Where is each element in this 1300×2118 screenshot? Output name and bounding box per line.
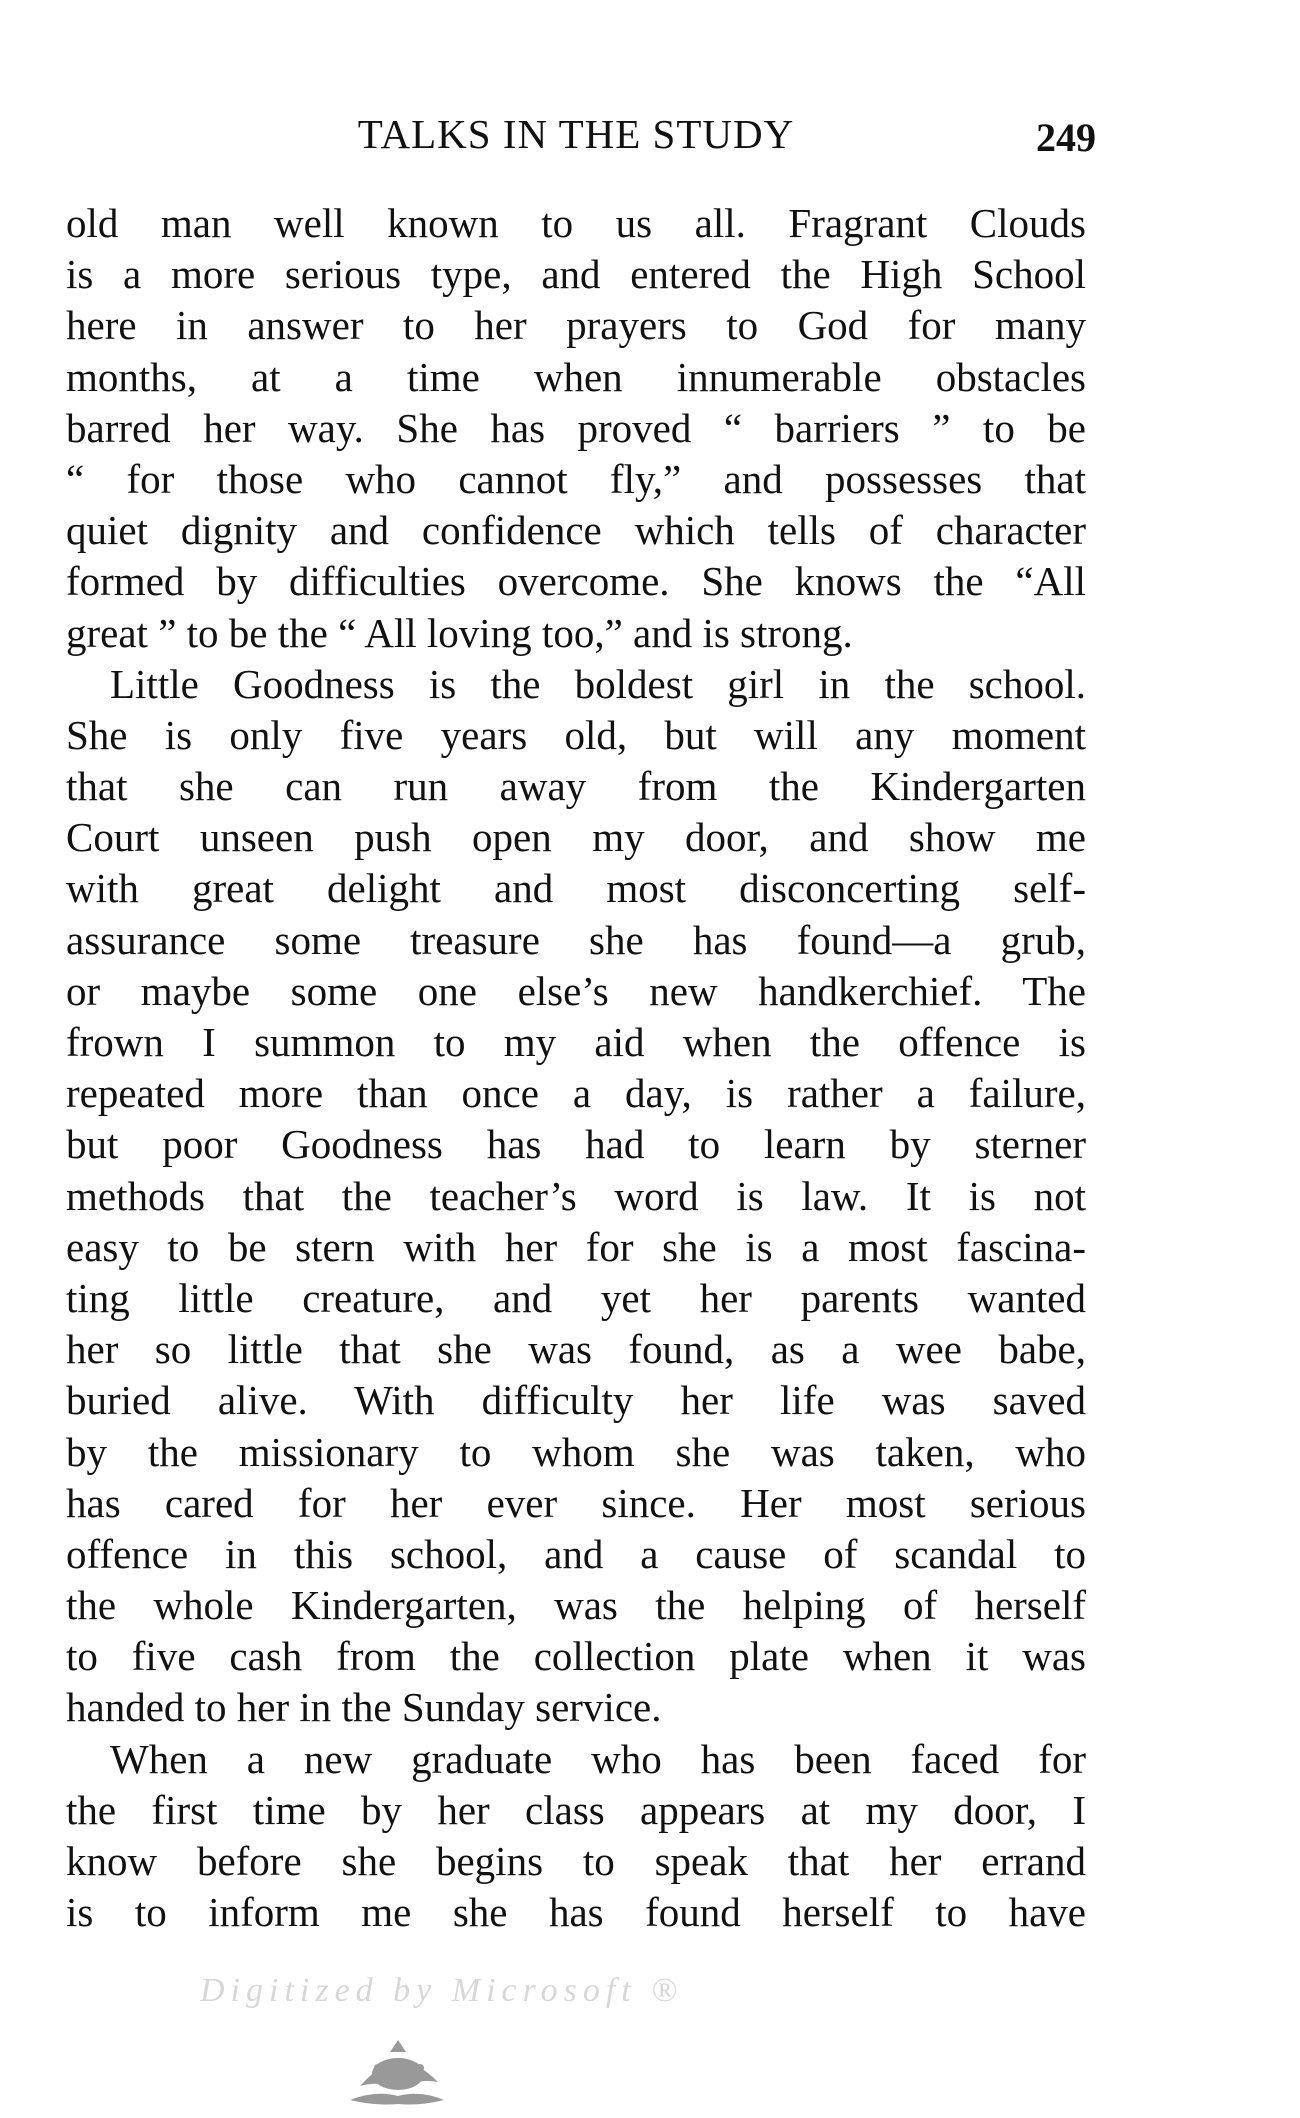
text-line: the first time by her class appears at my door, I (66, 1786, 1086, 1833)
text-line: repeated more than once a day, is rather a failure, (66, 1070, 1086, 1117)
text-line: is to inform me she has found herself to have (66, 1889, 1086, 1936)
paragraph-start-line: When a new graduate who has been faced for (110, 1735, 1086, 1782)
text-line: easy to be stern with her for she is a most fascina- (66, 1223, 1086, 1270)
text-line: old man well known to us all. Fragrant Clouds (66, 200, 1086, 246)
text-line: methods that the teacher’s word is law. It is not (66, 1172, 1086, 1219)
text-line: handed to her in the Sunday service. (66, 1684, 662, 1731)
text-line: by the missionary to whom she was taken, who (66, 1428, 1086, 1475)
text-line: with great delight and most disconcerting self- (66, 865, 1086, 912)
paragraph-start-line: Little Goodness is the boldest girl in the school. (110, 660, 1086, 707)
text-line: formed by difficulties overcome. She knows the “All (66, 558, 1086, 605)
text-line: to five cash from the collection plate when it was (66, 1633, 1086, 1680)
text-line: has cared for her ever since. Her most serious (66, 1479, 1086, 1526)
text-line: barred her way. She has proved “ barriers ” to be (66, 404, 1086, 451)
text-line: the whole Kindergarten, was the helping of herself (66, 1582, 1086, 1629)
text-line: or maybe some one else’s new handkerchief. The (66, 967, 1086, 1014)
text-line: but poor Goodness has had to learn by sterner (66, 1121, 1086, 1168)
text-line: know before she begins to speak that her errand (66, 1838, 1086, 1884)
text-line: is a more serious type, and entered the High School (66, 251, 1086, 298)
text-line: her so little that she was found, as a wee babe, (66, 1326, 1086, 1373)
text-line: Court unseen push open my door, and show me (66, 814, 1086, 861)
library-seal-icon (320, 2034, 470, 2114)
text-line: ting little creature, and yet her parents wanted (66, 1274, 1086, 1321)
text-line: offence in this school, and a cause of scandal to (66, 1530, 1086, 1577)
text-line: “ for those who cannot fly,” and possesses that (66, 455, 1086, 502)
text-line: buried alive. With difficulty her life was saved (66, 1377, 1086, 1424)
text-line: months, at a time when innumerable obstacles (66, 353, 1086, 400)
text-line: here in answer to her prayers to God for many (66, 302, 1086, 349)
text-line: quiet dignity and confidence which tells of character (66, 507, 1086, 554)
text-line: She is only five years old, but will any moment (66, 711, 1086, 758)
digitization-watermark: Digitized by Microsoft ® (200, 1972, 684, 2009)
body-text (66, 198, 1086, 1938)
text-line: frown I summon to my aid when the offence is (66, 1019, 1086, 1065)
text-line: great ” to be the “ All loving too,” and is strong. (66, 609, 853, 656)
text-line: that she can run away from the Kindergarten (66, 763, 1086, 810)
page-number: 249 (1036, 115, 1096, 160)
text-line: assurance some treasure she has found—a grub, (66, 916, 1086, 963)
running-head (66, 110, 1096, 170)
running-title: TALKS IN THE STUDY (357, 111, 795, 157)
